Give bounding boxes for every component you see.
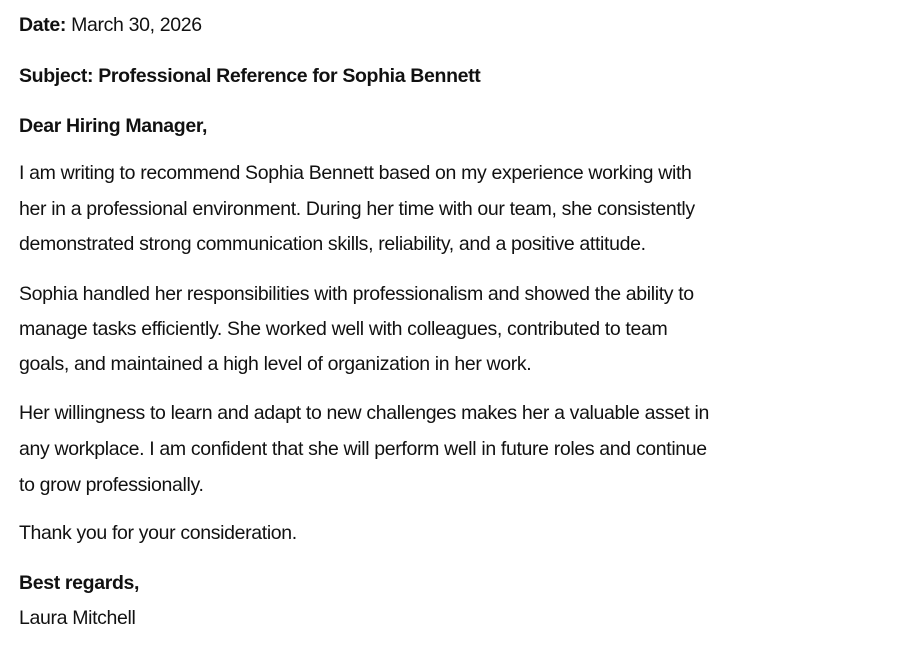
paragraph-line: any workplace. I am confident that she will perform well in future roles and continue: [19, 438, 707, 460]
salutation: Dear Hiring Manager,: [19, 115, 208, 137]
paragraph-line: I am writing to recommend Sophia Bennett based on my experience working with: [19, 162, 692, 184]
paragraph-line: goals, and maintained a high level of organization in her work.: [19, 353, 532, 375]
paragraph-line: demonstrated strong communication skills, reliability, and a positive attitude.: [19, 233, 646, 255]
date-value: March 30, 2026: [66, 14, 202, 36]
date-line: [19, 13, 202, 37]
paragraph-line: Her willingness to learn and adapt to new challenges makes her a valuable asset in: [19, 402, 709, 424]
paragraph-line: to grow professionally.: [19, 474, 204, 496]
paragraph-line: Sophia handled her responsibilities with professionalism and showed the ability to: [19, 283, 694, 305]
subject-line: Subject: Professional Reference for Sophia Bennett: [19, 65, 481, 87]
sign-off: Best regards,: [19, 572, 140, 594]
paragraph-line: her in a professional environment. During her time with our team, she consistently: [19, 198, 695, 220]
closing-thanks: Thank you for your consideration.: [19, 522, 297, 544]
signature-name: Laura Mitchell: [19, 607, 136, 629]
paragraph-line: manage tasks efficiently. She worked well with colleagues, contributed to team: [19, 318, 668, 340]
date-label: Date:: [19, 14, 67, 36]
